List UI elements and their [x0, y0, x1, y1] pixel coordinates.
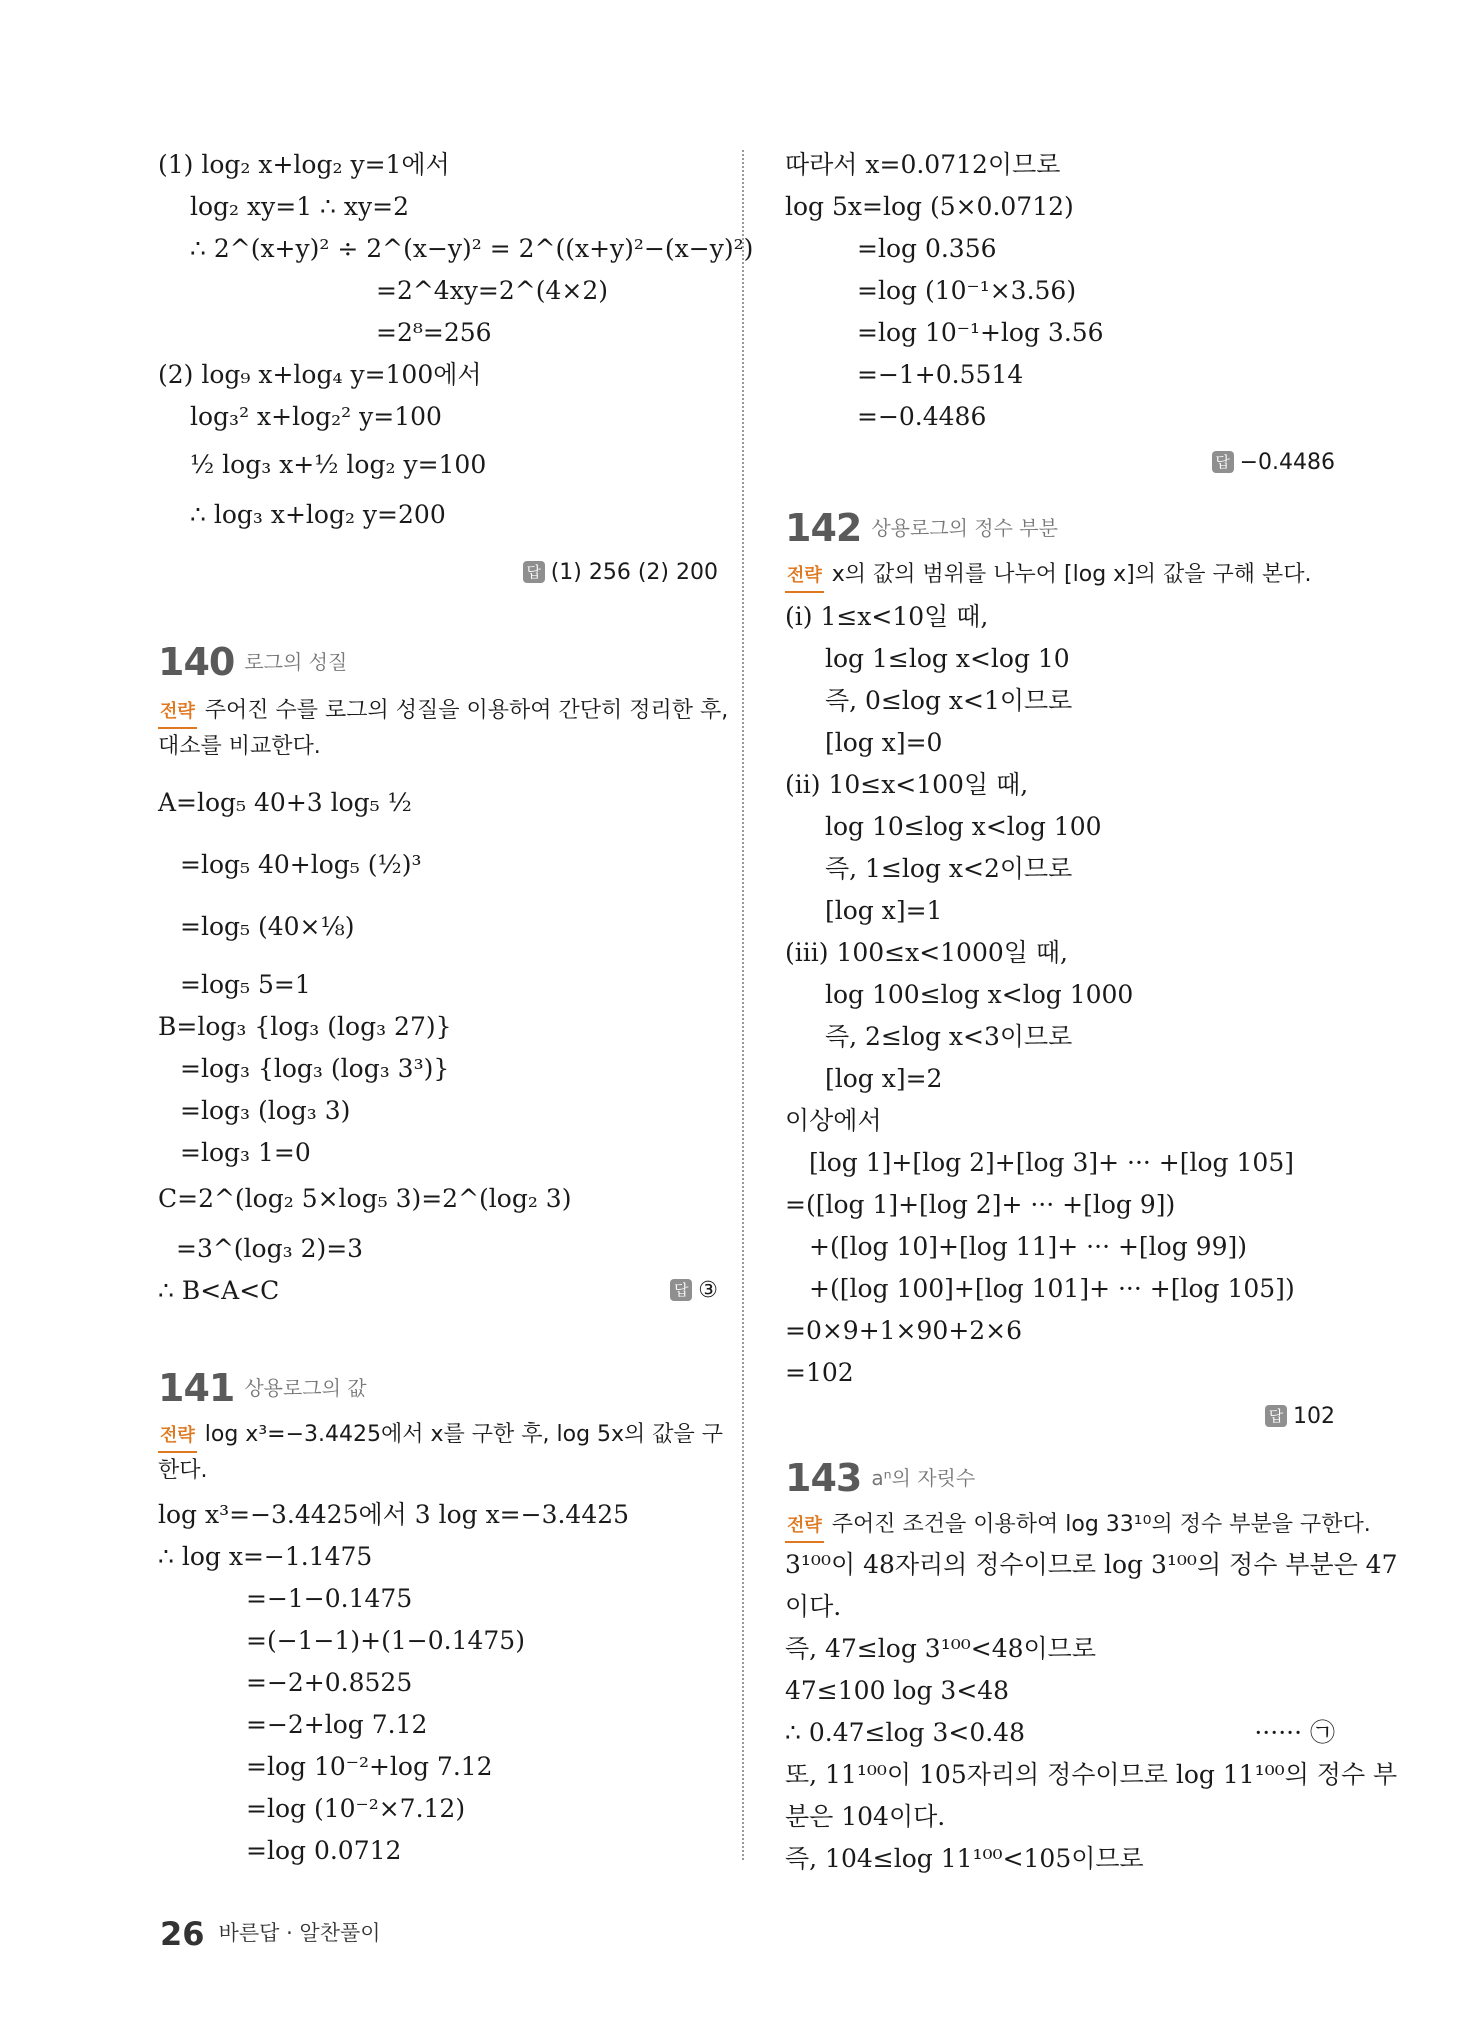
- strategy-tag: 전략: [158, 697, 197, 729]
- solution-141-cont-line-3: =log 0.356: [857, 234, 997, 263]
- expr-a-3: =log₅ (40×⅛): [180, 912, 355, 941]
- case-i-line-4: [log x]=0: [825, 728, 943, 757]
- case-ii-line-4: [log x]=1: [825, 896, 943, 925]
- strategy-143: 전략 주어진 조건을 이용하여 log 33¹⁰의 정수 부분을 구한다.: [785, 1510, 1371, 1543]
- case-i-line-2: log 1≤log x<log 10: [825, 644, 1070, 673]
- solution-143-line-3: 즉, 47≤log 3¹⁰⁰<48이므로: [785, 1634, 1096, 1663]
- answer-badge: 답: [670, 1279, 692, 1301]
- solution-141-cont-line-4: =log (10⁻¹×3.56): [857, 276, 1077, 305]
- solution-139-line-5: =2⁸=256: [376, 318, 492, 347]
- expr-a-1: A=log₅ 40+3 log₅ ½: [158, 788, 412, 817]
- section-title: 상용로그의 값: [244, 1376, 367, 1400]
- summary-line-2: [log 1]+[log 2]+[log 3]+ ··· +[log 105]: [809, 1148, 1294, 1177]
- solution-141-line-8: =log (10⁻²×7.12): [246, 1794, 466, 1823]
- solution-141-line-1: log x³=−3.4425에서 3 log x=−3.4425: [158, 1500, 630, 1529]
- expr-b-1: B=log₃ {log₃ (log₃ 27)}: [158, 1012, 452, 1041]
- summary-line-5: +([log 100]+[log 101]+ ··· +[log 105]): [809, 1274, 1295, 1303]
- strategy-tag: 전략: [158, 1421, 197, 1453]
- solution-143-line-7: 분은 104이다.: [785, 1802, 946, 1831]
- case-i-line-3: 즉, 0≤log x<1이므로: [825, 686, 1073, 715]
- strategy-140-cont: 대소를 비교한다.: [158, 734, 321, 759]
- solution-139-line-1: (1) log₂ x+log₂ y=1에서: [158, 150, 450, 179]
- section-number: 140: [158, 640, 235, 684]
- case-iii-line-1: (iii) 100≤x<1000일 때,: [785, 938, 1068, 967]
- section-number: 141: [158, 1366, 235, 1410]
- solution-141-cont-line-5: =log 10⁻¹+log 3.56: [857, 318, 1104, 347]
- strategy-141-cont: 한다.: [158, 1458, 208, 1483]
- solution-143-line-5: ∴ 0.47≤log 3<0.48: [785, 1718, 1025, 1747]
- solution-141-line-9: =log 0.0712: [246, 1836, 402, 1865]
- expr-b-3: =log₃ (log₃ 3): [180, 1096, 351, 1125]
- section-141-header: [158, 1366, 367, 1410]
- summary-line-1: 이상에서: [785, 1106, 882, 1135]
- case-iii-line-2: log 100≤log x<log 1000: [825, 980, 1134, 1009]
- section-number: 143: [785, 1456, 862, 1500]
- section-title: aⁿ의 자릿수: [871, 1466, 976, 1490]
- solution-141-line-7: =log 10⁻²+log 7.12: [246, 1752, 493, 1781]
- section-number: 142: [785, 506, 862, 550]
- solution-141-cont-line-7: =−0.4486: [857, 402, 987, 431]
- case-iii-line-4: [log x]=2: [825, 1064, 943, 1093]
- strategy-tag: 전략: [785, 561, 824, 593]
- expr-c-2: =3^(log₃ 2)=3: [176, 1234, 364, 1263]
- page-footer: [160, 1915, 381, 1953]
- case-iii-line-3: 즉, 2≤log x<3이므로: [825, 1022, 1073, 1051]
- equation-marker: ······ ㉠: [1254, 1718, 1335, 1747]
- solution-143-line-6: 또, 11¹⁰⁰이 105자리의 정수이므로 log 11¹⁰⁰의 정수 부: [785, 1760, 1398, 1789]
- solution-143-line-8: 즉, 104≤log 11¹⁰⁰<105이므로: [785, 1844, 1144, 1873]
- solution-141-line-4: =(−1−1)+(1−0.1475): [246, 1626, 525, 1655]
- answer-badge: 답: [523, 561, 545, 583]
- summary-line-4: +([log 10]+[log 11]+ ··· +[log 99]): [809, 1232, 1247, 1261]
- section-title: 상용로그의 정수 부분: [871, 516, 1058, 540]
- strategy-142: 전략 x의 값의 범위를 나누어 [log x]의 값을 구해 본다.: [785, 560, 1312, 593]
- solution-139-line-7: log₃² x+log₂² y=100: [190, 402, 442, 431]
- expr-b-4: =log₃ 1=0: [180, 1138, 311, 1167]
- summary-line-6: =0×9+1×90+2×6: [785, 1316, 1023, 1345]
- case-ii-line-1: (ii) 10≤x<100일 때,: [785, 770, 1029, 799]
- case-ii-line-3: 즉, 1≤log x<2이므로: [825, 854, 1073, 883]
- solution-141-cont-line-1: 따라서 x=0.0712이므로: [785, 150, 1061, 179]
- solution-139-line-8: ½ log₃ x+½ log₂ y=100: [190, 450, 487, 479]
- solution-139-line-6: (2) log₉ x+log₄ y=100에서: [158, 360, 482, 389]
- answer-141: 답 −0.4486: [1212, 448, 1335, 478]
- case-ii-line-2: log 10≤log x<log 100: [825, 812, 1102, 841]
- solution-143-line-4: 47≤100 log 3<48: [785, 1676, 1010, 1705]
- expr-c-1: C=2^(log₂ 5×log₅ 3)=2^(log₂ 3): [158, 1184, 572, 1213]
- expr-conclusion: ∴ B<A<C: [158, 1276, 280, 1305]
- expr-b-2: =log₃ {log₃ (log₃ 3³)}: [180, 1054, 450, 1083]
- answer-140: 답 ③: [670, 1276, 718, 1306]
- solution-139-line-3: ∴ 2^(x+y)² ÷ 2^(x−y)² = 2^((x+y)²−(x−y)²): [190, 234, 754, 263]
- summary-line-7: =102: [785, 1358, 854, 1387]
- answer-142: 답 102: [1265, 1402, 1335, 1432]
- strategy-141: 전략 log x³=−3.4425에서 x를 구한 후, log 5x의 값을 구: [158, 1420, 723, 1453]
- solution-141-cont-line-6: =−1+0.5514: [857, 360, 1024, 389]
- solution-141-line-5: =−2+0.8525: [246, 1668, 413, 1697]
- solution-141-cont-line-2: log 5x=log (5×0.0712): [785, 192, 1074, 221]
- answer-badge: 답: [1212, 451, 1234, 473]
- strategy-140: 전략 주어진 수를 로그의 성질을 이용하여 간단히 정리한 후,: [158, 696, 728, 729]
- solution-143-line-1: 3¹⁰⁰이 48자리의 정수이므로 log 3¹⁰⁰의 정수 부분은 47: [785, 1550, 1398, 1579]
- solution-139-line-9: ∴ log₃ x+log₂ y=200: [190, 500, 446, 529]
- section-143-header: [785, 1456, 975, 1500]
- section-title: 로그의 성질: [244, 650, 348, 674]
- case-i-line-1: (i) 1≤x<10일 때,: [785, 602, 989, 631]
- solution-141-line-2: ∴ log x=−1.1475: [158, 1542, 373, 1571]
- solution-139-line-2: log₂ xy=1 ∴ xy=2: [190, 192, 409, 221]
- expr-a-4: =log₅ 5=1: [180, 970, 311, 999]
- section-142-header: [785, 506, 1058, 550]
- strategy-tag: 전략: [785, 1511, 824, 1543]
- summary-line-3: =([log 1]+[log 2]+ ··· +[log 9]): [785, 1190, 1176, 1219]
- page-number: 26: [160, 1915, 205, 1953]
- solution-141-line-6: =−2+log 7.12: [246, 1710, 428, 1739]
- section-140-header: [158, 640, 347, 684]
- answer-139: 답 (1) 256 (2) 200: [523, 558, 718, 588]
- solution-139-line-4: =2^4xy=2^(4×2): [376, 276, 608, 305]
- solution-141-line-3: =−1−0.1475: [246, 1584, 413, 1613]
- solution-143-line-2: 이다.: [785, 1592, 842, 1621]
- expr-a-2: =log₅ 40+log₅ (½)³: [180, 850, 422, 879]
- answer-badge: 답: [1265, 1405, 1287, 1427]
- footer-title: 바른답 · 알찬풀이: [218, 1921, 381, 1945]
- column-divider: [742, 150, 744, 1860]
